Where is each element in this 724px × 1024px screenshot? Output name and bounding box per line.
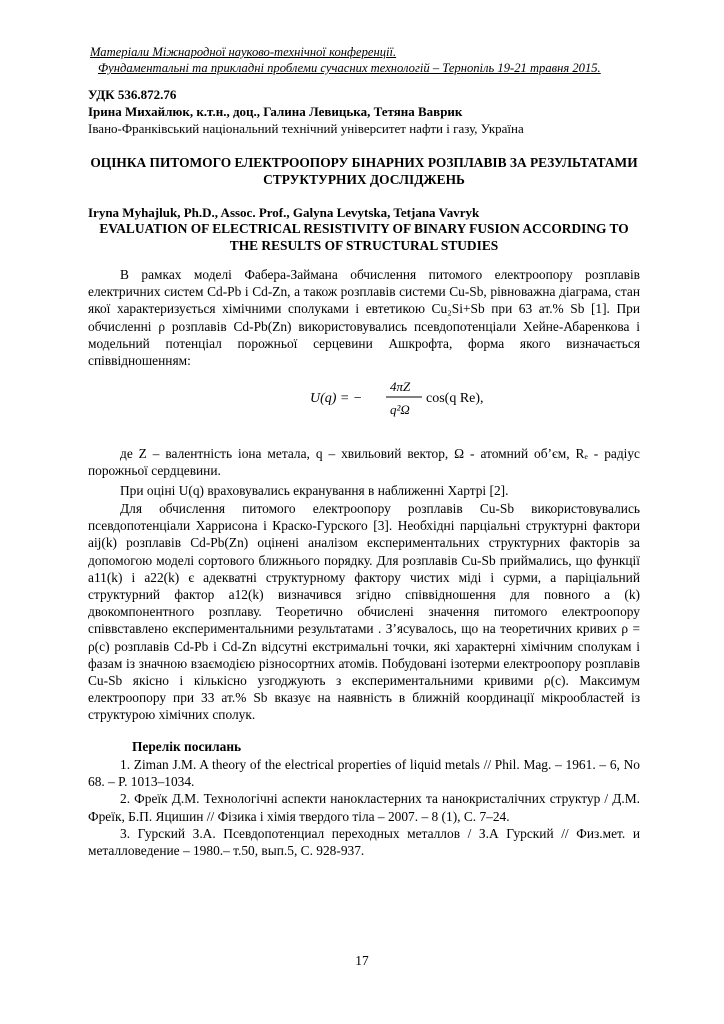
conference-header-line-1: Матеріали Міжнародної науково-технічної конференції. [90, 45, 397, 59]
paragraph-results: Для обчислення питомого електроопору розплавів Cu-Sb використовувались псевдопотенціали Харрисона і Краско-Гурского [3]. Необхідні парціальні структурні фактори aij(k) розплавів Cd-Pb(Zn) оцінені аналізом експериментальних структурних факторів за допомогою моделі сортового ближнього порядку. Для розплавів Cu-Sb приймались, що функції a11(k) і a22(k) є адекватні структурному фактору чистих міді і сурми, а паріціальний структурний фактор a12(k) визначився згідно співвідношення для повного a (k) двокомпонентного розплаву. Теоретично обчислені значення питомого електроопору співвставлено експериментальними результатами . З’ясувалось, що на теоретичних кривих ρ = ρ(c) розплавів Cd-Pb і Cd-Zn відсутні екстримальні точки, які характерні хімічним сполукам і фазам із значною взаємодією різносортних атомів. Побудовані ізотерми електроопору розплавів Cu-Sb якісно і кількісно узгоджують з експериментальними кривими ρ(c). Максимум електроопору при 33 ат.% Sb вказує на наявність в ближній координації мікрообластей із структурою хімічних сполук. [88, 501, 640, 723]
references-list [88, 756, 640, 859]
affiliation: Івано-Франківський національний технічний університет нафти і газу, Україна [88, 121, 524, 136]
reference-item: 2. Фреїк Д.М. Технологічні аспекти нанокластерних та нанокристалічних структур / Д.М. Фреїк, Б.П. Яцишин // Фізика і хімія твердого тіла – 2007. – 8 (1), С. 7–24. [88, 791, 640, 824]
pseudopotential-formula [308, 374, 508, 422]
conference-header-line-2: Фундаментальні та прикладні проблеми сучасних технологій – Тернопіль 19-21 травня 2015. [98, 61, 601, 75]
formula-denominator: q²Ω [390, 402, 410, 417]
title-ua: ОЦІНКА ПИТОМОГО ЕЛЕКТРООПОРУ БІНАРНИХ РОЗПЛАВІВ ЗА РЕЗУЛЬТАТАМИ СТРУКТУРНИХ ДОСЛІДЖЕНЬ [90, 155, 638, 187]
paragraph-hartree: При оціні U(q) враховувались екранування в наближенні Хартрі [2]. [120, 483, 509, 498]
reference-item: 3. Гурский З.А. Псевдопотенциал переходных металлов / З.А Гурский // Физ.мет. и металловедение – 1980.– т.50, вып.5, С. 928-937. [88, 825, 640, 859]
formula-numerator: 4πZ [390, 379, 411, 394]
formula-definitions: де Z – валентність іона метала, q – хвильовий вектор, Ω - атомний об’єм, Rₑ - радіус порожньої сердцевини. [88, 446, 640, 479]
formula-lhs: U(q) = − [310, 391, 363, 406]
udk-code: УДК 536.872.76 [88, 87, 177, 102]
references-heading: Перелік посилань [132, 739, 242, 754]
authors-ua: Ірина Михайлюк, к.т.н., доц., Галина Левицька, Тетяна Вaврик [88, 104, 463, 119]
formula-rhs: cos(q Re), [426, 391, 484, 406]
reference-item: 1. Ziman J.M. A theory of the electrical properties of liquid metals // Phil. Mag. – 1961. – 6, No 68. – P. 1013–1034. [88, 757, 640, 790]
paragraph-intro: В рамках моделі Фабера-Займана обчислення питомого електроопору розплавів електричних систем Cd-Pb і Cd-Zn, а також розплавів системи Cu-Sb, рівноважна діаграма, стан якої характеризується хімічними сполуками і евтетикою Cu₂Si+Sb при 63 ат.% Sb [1]. При обчисленні ρ розплавів Cd-Pb(Zn) використовувались псевдопотенціали Хейне-Абаренкова і модельний потенціал порожньої серцевини Ашкрофта, форма якого визначається співвідношенням: [88, 267, 640, 369]
title-en: EVALUATION OF ELECTRICAL RESISTIVITY OF BINARY FUSION ACCORDING TO THE RESULTS OF STRUCTURAL STUDIES [99, 221, 629, 253]
page-number: 17 [355, 953, 369, 968]
authors-en: Iryna Myhajluk, Ph.D., Assoc. Prof., Galyna Levytska, Tetjana Vavryk [88, 205, 480, 220]
